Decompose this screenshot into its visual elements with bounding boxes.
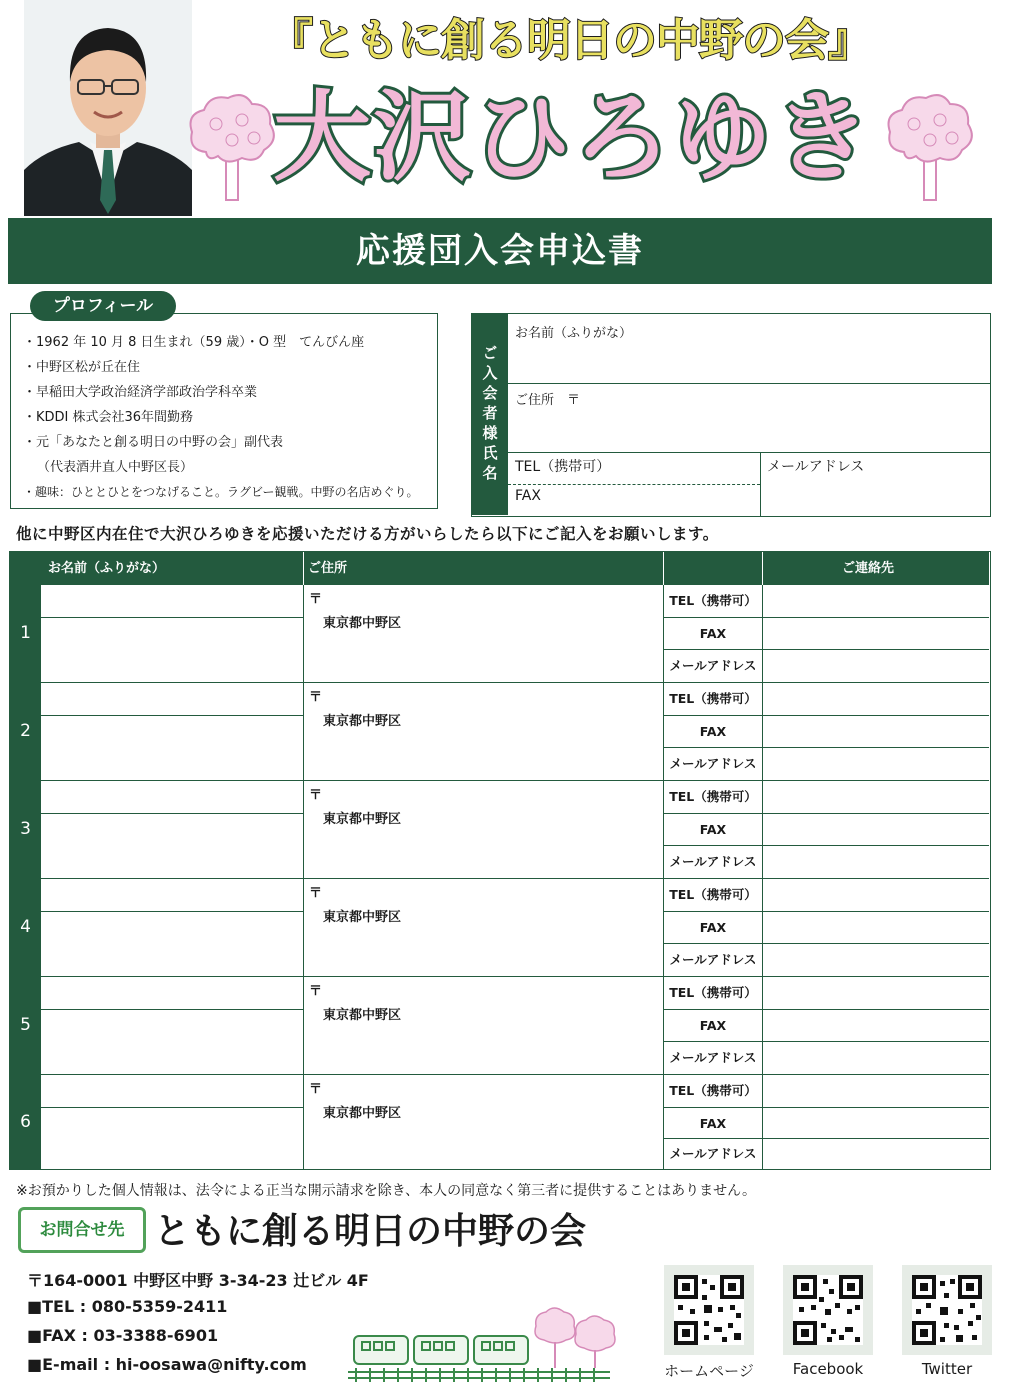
qr-code-twitter[interactable] — [902, 1265, 992, 1355]
applicant-fax-field[interactable] — [508, 485, 760, 516]
applicant-name-field[interactable] — [508, 314, 990, 383]
email-input[interactable] — [763, 1139, 989, 1169]
address-prefill: 東京都中野区 — [323, 812, 402, 827]
fax-label: FAX — [699, 1018, 727, 1033]
furigana-input[interactable] — [41, 683, 303, 715]
address-input[interactable] — [304, 977, 663, 1074]
name-input[interactable] — [41, 1108, 303, 1169]
row-number: 1 — [20, 623, 31, 643]
qr-code-facebook[interactable] — [783, 1265, 873, 1355]
email-label: メールアドレス — [669, 756, 757, 771]
address-input[interactable] — [304, 879, 663, 976]
email-label: メールアドレス — [669, 854, 757, 869]
privacy-note: ※お預かりした個人情報は、法令による正当な開示請求を除き、本人の同意なく第三者に提供することはありません。 — [16, 1183, 757, 1199]
fax-input[interactable] — [763, 1108, 989, 1139]
address-input[interactable] — [304, 585, 663, 682]
fax-input[interactable] — [763, 912, 989, 944]
tel-label: TEL（携帯可） — [669, 691, 757, 706]
divider — [664, 1107, 989, 1108]
furigana-input[interactable] — [41, 977, 303, 1009]
form-title: 応援団入会申込書 — [8, 218, 992, 284]
name-input[interactable] — [41, 618, 303, 682]
fax-label: FAX — [699, 1116, 727, 1131]
column-header-name: お名前（ふりがな） — [48, 561, 166, 576]
postal-mark: 〒 — [309, 1082, 323, 1097]
supporter-table — [9, 551, 991, 1170]
address-input[interactable] — [304, 1075, 663, 1169]
applicant-fax-label: FAX — [515, 488, 541, 504]
candidate-name: 大沢ひろゆき — [272, 81, 873, 195]
tel-input[interactable] — [763, 781, 989, 813]
profile-line: ・元「あなたと創る明日の中野の会」副代表 — [23, 435, 284, 450]
row-number: 4 — [20, 917, 31, 937]
furigana-input[interactable] — [41, 781, 303, 813]
furigana-input[interactable] — [41, 1075, 303, 1107]
email-label: メールアドレス — [669, 1050, 757, 1065]
cherry-tree-icon — [186, 92, 278, 206]
email-label: メールアドレス — [669, 658, 757, 673]
footer-fax: ■FAX : 03-3388-6901 — [27, 1326, 219, 1345]
divider — [762, 552, 763, 585]
contact-badge: お問合せ先 — [18, 1207, 146, 1253]
name-input[interactable] — [41, 716, 303, 780]
applicant-address-field[interactable] — [508, 384, 990, 452]
furigana-input[interactable] — [41, 585, 303, 617]
divider — [664, 649, 989, 650]
divider — [664, 1041, 989, 1042]
email-input[interactable] — [763, 944, 989, 976]
tel-input[interactable] — [763, 585, 989, 617]
footer-address: 〒164-0001 中野区中野 3-34-23 辻ビル 4F — [27, 1271, 369, 1290]
address-prefill: 東京都中野区 — [323, 1008, 402, 1023]
email-label: メールアドレス — [669, 1146, 757, 1161]
tel-label: TEL（携帯可） — [669, 789, 757, 804]
profile-line: ・中野区松が丘在住 — [23, 360, 141, 375]
divider — [303, 552, 304, 585]
group-title: 『ともに創る明日の中野の会』 — [269, 15, 871, 66]
applicant-tel-label: TEL（携帯可） — [515, 459, 611, 475]
column-header-address: ご住所 — [308, 561, 348, 576]
tel-input[interactable] — [763, 683, 989, 715]
address-input[interactable] — [304, 683, 663, 780]
tel-input[interactable] — [763, 1075, 989, 1107]
divider — [664, 1138, 989, 1139]
fax-label: FAX — [699, 822, 727, 837]
tel-label: TEL（携帯可） — [669, 593, 757, 608]
email-label: メールアドレス — [669, 952, 757, 967]
address-prefill: 東京都中野区 — [323, 1106, 402, 1121]
profile-line: ・早稲田大学政治経済学部政治学科卒業 — [23, 385, 258, 400]
address-prefill: 東京都中野区 — [323, 714, 402, 729]
footer-tel: ■TEL : 080-5359-2411 — [27, 1297, 228, 1316]
divider — [303, 585, 304, 1169]
postal-mark: 〒 — [309, 788, 323, 803]
profile-line: ・1962 年 10 月 8 日生まれ（59 歳）・O 型 てんびん座 — [23, 335, 365, 350]
name-input[interactable] — [41, 814, 303, 878]
divider — [663, 585, 664, 1169]
tel-label: TEL（携帯可） — [669, 887, 757, 902]
name-input[interactable] — [41, 912, 303, 976]
postal-mark: 〒 — [309, 690, 323, 705]
fax-input[interactable] — [763, 1010, 989, 1042]
footer-email: ■E-mail : hi-oosawa@nifty.com — [27, 1355, 307, 1374]
qr-label-twitter: Twitter — [921, 1360, 973, 1378]
applicant-label: ご入会者様氏名 — [472, 314, 508, 515]
divider — [664, 1009, 989, 1010]
divider — [663, 552, 664, 585]
postal-mark: 〒 — [309, 592, 323, 607]
candidate-photo — [24, 0, 192, 216]
applicant-address-label: ご住所 〒 — [515, 393, 581, 408]
qr-code-homepage[interactable] — [664, 1265, 754, 1355]
organization-name: ともに創る明日の中野の会 — [154, 1211, 587, 1252]
email-input[interactable] — [763, 846, 989, 878]
row-number: 6 — [20, 1112, 31, 1132]
divider — [762, 585, 763, 1169]
row-number: 3 — [20, 819, 31, 839]
fax-input[interactable] — [763, 716, 989, 748]
qr-label-facebook: Facebook — [792, 1360, 864, 1378]
cherry-tree-icon — [884, 92, 976, 206]
applicant-tel-field[interactable] — [508, 453, 760, 484]
postal-mark: 〒 — [309, 886, 323, 901]
furigana-input[interactable] — [41, 879, 303, 911]
tel-label: TEL（携帯可） — [669, 1083, 757, 1098]
fax-label: FAX — [699, 920, 727, 935]
applicant-email-field[interactable] — [761, 453, 990, 516]
divider — [664, 813, 989, 814]
applicant-name-label: お名前（ふりがな） — [515, 326, 633, 341]
tel-label: TEL（携帯可） — [669, 985, 757, 1000]
profile-line: （代表酒井直人中野区長） — [37, 460, 194, 475]
email-input[interactable] — [763, 748, 989, 780]
profile-line: ・趣味：ひととひとをつなげること。ラグビー観戦。中野の名店めぐり。 — [23, 485, 419, 499]
row-number: 5 — [20, 1015, 31, 1035]
applicant-box — [471, 313, 991, 517]
tel-input[interactable] — [763, 879, 989, 911]
row-number: 2 — [20, 721, 31, 741]
fax-input[interactable] — [763, 814, 989, 846]
divider — [664, 845, 989, 846]
applicant-email-label: メールアドレス — [767, 459, 865, 475]
column-header-contact: ご連絡先 — [842, 561, 895, 576]
profile-box — [10, 313, 438, 509]
qr-label-homepage: ホームページ — [664, 1362, 754, 1380]
fax-input[interactable] — [763, 618, 989, 650]
divider — [664, 747, 989, 748]
instruction-text: 他に中野区内在住で大沢ひろゆきを応援いただける方がいらしたら以下にご記入をお願いします。 — [16, 525, 719, 543]
address-input[interactable] — [304, 781, 663, 878]
tel-input[interactable] — [763, 977, 989, 1009]
train-illustration — [348, 1306, 630, 1389]
address-prefill: 東京都中野区 — [323, 910, 402, 925]
address-prefill: 東京都中野区 — [323, 616, 402, 631]
divider — [664, 911, 989, 912]
divider — [664, 715, 989, 716]
fax-label: FAX — [699, 626, 727, 641]
profile-heading: プロフィール — [30, 291, 176, 321]
fax-label: FAX — [699, 724, 727, 739]
email-input[interactable] — [763, 650, 989, 682]
divider — [664, 943, 989, 944]
divider — [664, 617, 989, 618]
postal-mark: 〒 — [309, 984, 323, 999]
profile-line: ・KDDI 株式会社36年間勤務 — [23, 410, 194, 425]
name-input[interactable] — [41, 1010, 303, 1074]
email-input[interactable] — [763, 1042, 989, 1074]
